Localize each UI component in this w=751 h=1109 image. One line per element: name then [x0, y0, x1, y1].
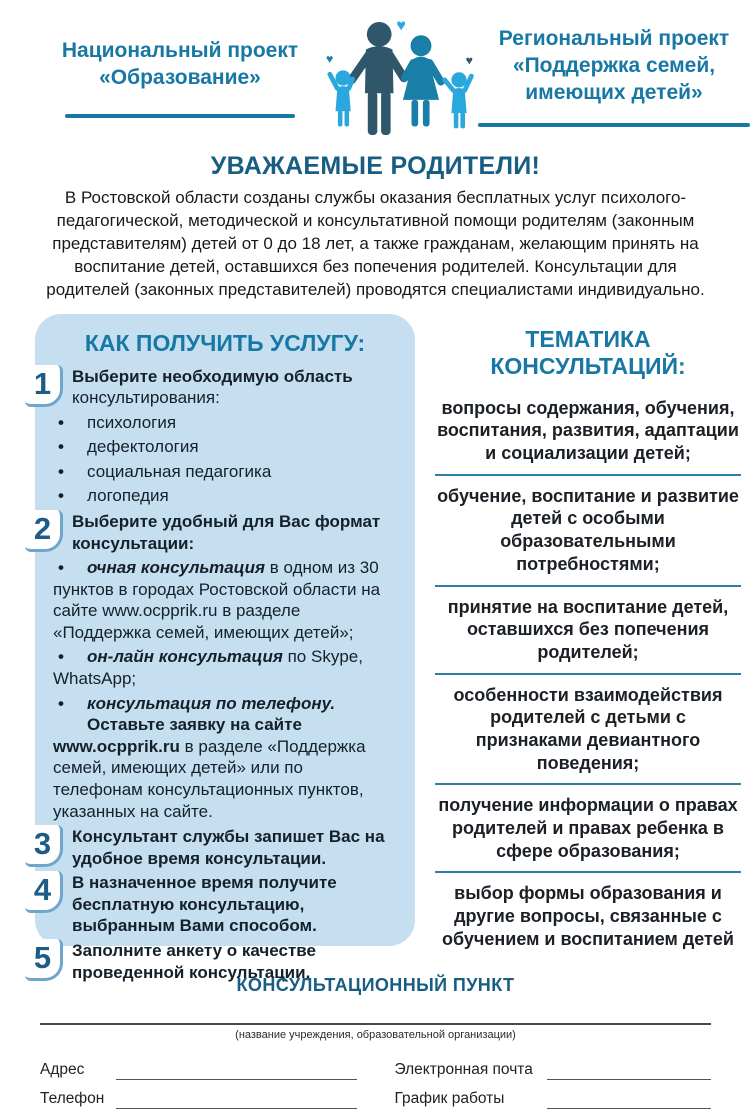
- topics-list: [435, 388, 741, 959]
- step: [25, 365, 397, 409]
- form-field-blank-line: [547, 1094, 712, 1109]
- text-segment: очная консультация: [87, 558, 266, 578]
- father-figure: [352, 22, 404, 135]
- how-to-title: КАК ПОЛУЧИТЬ УСЛУГУ:: [84, 329, 366, 356]
- intro-paragraph: В Ростовской области созданы службы оказания бесплатных услуг психолого-педагогической, методической и консультативной помощи родителям (законным представителям) детей от 0 до 18 лет, а также гражданам, желающим принять на воспитание детей, оставшихся без попечения родителей. Консультации для родителей (законных представителей) проводятся специалистами индивидуально.: [46, 188, 705, 300]
- step-text: [72, 365, 353, 409]
- bullet-dot: •: [58, 486, 64, 506]
- step-number-badge: 3: [25, 825, 63, 867]
- heart-icon: ♥: [396, 16, 406, 35]
- bullet-item: [53, 436, 397, 458]
- steps-list: [33, 365, 397, 984]
- step: [25, 510, 397, 554]
- bullet-dot: •: [58, 461, 64, 481]
- topic-item: обучение, воспитание и развитие детей с особыми образовательными потребностями;: [435, 474, 741, 585]
- bullet-item: [53, 485, 397, 507]
- bullet-dot: •: [58, 558, 64, 578]
- step-bullet-list: [53, 412, 397, 507]
- text-segment: дефектология: [87, 437, 199, 457]
- text-segment: социальная педагогика: [87, 461, 272, 481]
- bullet-dot: •: [58, 412, 64, 432]
- header: [0, 0, 751, 142]
- form-field: [40, 1090, 357, 1109]
- heart-icon: ♥: [326, 51, 334, 66]
- topic-item: принятие на воспитание детей, оставшихся без попечения родителей;: [435, 585, 741, 673]
- form-field-blank-line: [547, 1065, 712, 1080]
- consultation-point-section: [0, 975, 751, 1109]
- topic-item: особенности взаимодействия родителей с детьми с признаками девиантного поведения;: [435, 673, 741, 784]
- form-field: [395, 1090, 712, 1109]
- step: [25, 871, 397, 937]
- bullet-dot: •: [58, 693, 64, 713]
- bullet-dot: •: [58, 437, 64, 457]
- family-icon: [326, 14, 478, 142]
- step-number-badge: 5: [25, 939, 63, 981]
- family-with-children-icon: [326, 14, 478, 142]
- text-segment: www.ocpprik.ru: [53, 736, 180, 756]
- step-number-badge: 2: [25, 510, 63, 552]
- national-project-block: [34, 14, 326, 142]
- form-field-label: Адрес: [40, 1061, 85, 1079]
- text-segment: психология: [87, 412, 177, 432]
- topics-title: ТЕМАТИКА КОНСУЛЬТАЦИЙ:: [490, 325, 686, 379]
- text-segment: консультирования:: [72, 388, 220, 408]
- step-text: [72, 510, 397, 554]
- text-segment: логопедия: [87, 486, 169, 506]
- form-field: [40, 1061, 357, 1080]
- text-segment: консультация по телефону.: [87, 693, 336, 713]
- left-underline: [65, 114, 295, 118]
- form-field-blank-line: [116, 1065, 357, 1080]
- heart-icon: ♥: [465, 53, 473, 68]
- text-segment: Выберите необходимую область: [72, 366, 353, 386]
- bullet-item: [53, 412, 397, 434]
- bullet-item: [53, 693, 397, 822]
- form-field-label: График работы: [394, 1090, 505, 1108]
- topic-item: вопросы содержания, обучения, воспитания, развития, адаптации и социализации детей;: [437, 397, 739, 464]
- child-figure: [330, 70, 353, 126]
- text-segment: Оставьте заявку на сайте: [87, 715, 302, 735]
- regional-project-title: Региональный проект «Поддержка семей, имеющих детей»: [498, 27, 730, 104]
- text-segment: в одном из 30 пунктов в городах Ростовской области на сайте www.ocpprik.ru в разделе «Поддержка семей, имеющих детей»;: [53, 558, 381, 642]
- regional-project-block: [478, 14, 750, 142]
- organization-name-caption: (название учреждения, образовательной организации): [235, 1029, 516, 1042]
- text-segment: Выберите удобный для Вас формат консультации:: [72, 512, 381, 553]
- child-figure: [445, 72, 472, 128]
- text-segment: он-лайн консультация: [87, 647, 283, 667]
- step: [25, 825, 397, 869]
- bullet-dot: •: [58, 647, 64, 667]
- right-underline: [478, 123, 750, 127]
- text-segment: В назначенное время получите бесплатную консультацию, выбранным Вами способом.: [72, 873, 337, 936]
- main-columns: [0, 314, 751, 982]
- step-number-badge: 1: [25, 365, 63, 407]
- bullet-item: [53, 646, 397, 689]
- form-field-label: Электронная почта: [394, 1061, 533, 1079]
- text-segment: по Skype, WhatsApp;: [53, 647, 363, 689]
- consultation-point-title: КОНСУЛЬТАЦИОННЫЙ ПУНКТ: [236, 975, 515, 996]
- form-field-blank-line: [116, 1094, 357, 1109]
- step-number-badge: 4: [25, 871, 63, 913]
- step-text: [72, 871, 397, 937]
- step-text: [72, 825, 397, 869]
- intro-heading: УВАЖАЕМЫЕ РОДИТЕЛИ!: [210, 152, 541, 180]
- topic-item: выбор формы образования и другие вопросы, связанные с обучением и воспитанием детей: [435, 871, 741, 959]
- form-field: [395, 1061, 712, 1080]
- topic-item: получение информации о правах родителей и правах ребенка в сфере образования;: [435, 783, 741, 871]
- organization-name-line: [40, 1023, 711, 1025]
- text-segment: Заполните анкету о качестве проведенной консультации.: [72, 941, 316, 982]
- topics-column: [429, 314, 743, 960]
- bullet-item: [53, 461, 397, 483]
- text-segment: в разделе «Поддержка семей, имеющих детей» или по телефонам консультационных пунктов, указанных на сайте.: [53, 736, 366, 821]
- text-segment: Консультант службы запишет Вас на удобное время консультации.: [72, 827, 385, 868]
- how-to-panel: [33, 314, 415, 982]
- mother-figure: [403, 35, 441, 126]
- bullet-item: [53, 557, 397, 643]
- contact-form: [40, 1061, 711, 1109]
- national-project-title: Национальный проект «Образование»: [61, 39, 299, 89]
- step-bullet-list: [53, 557, 397, 822]
- form-field-label: Телефон: [40, 1090, 105, 1108]
